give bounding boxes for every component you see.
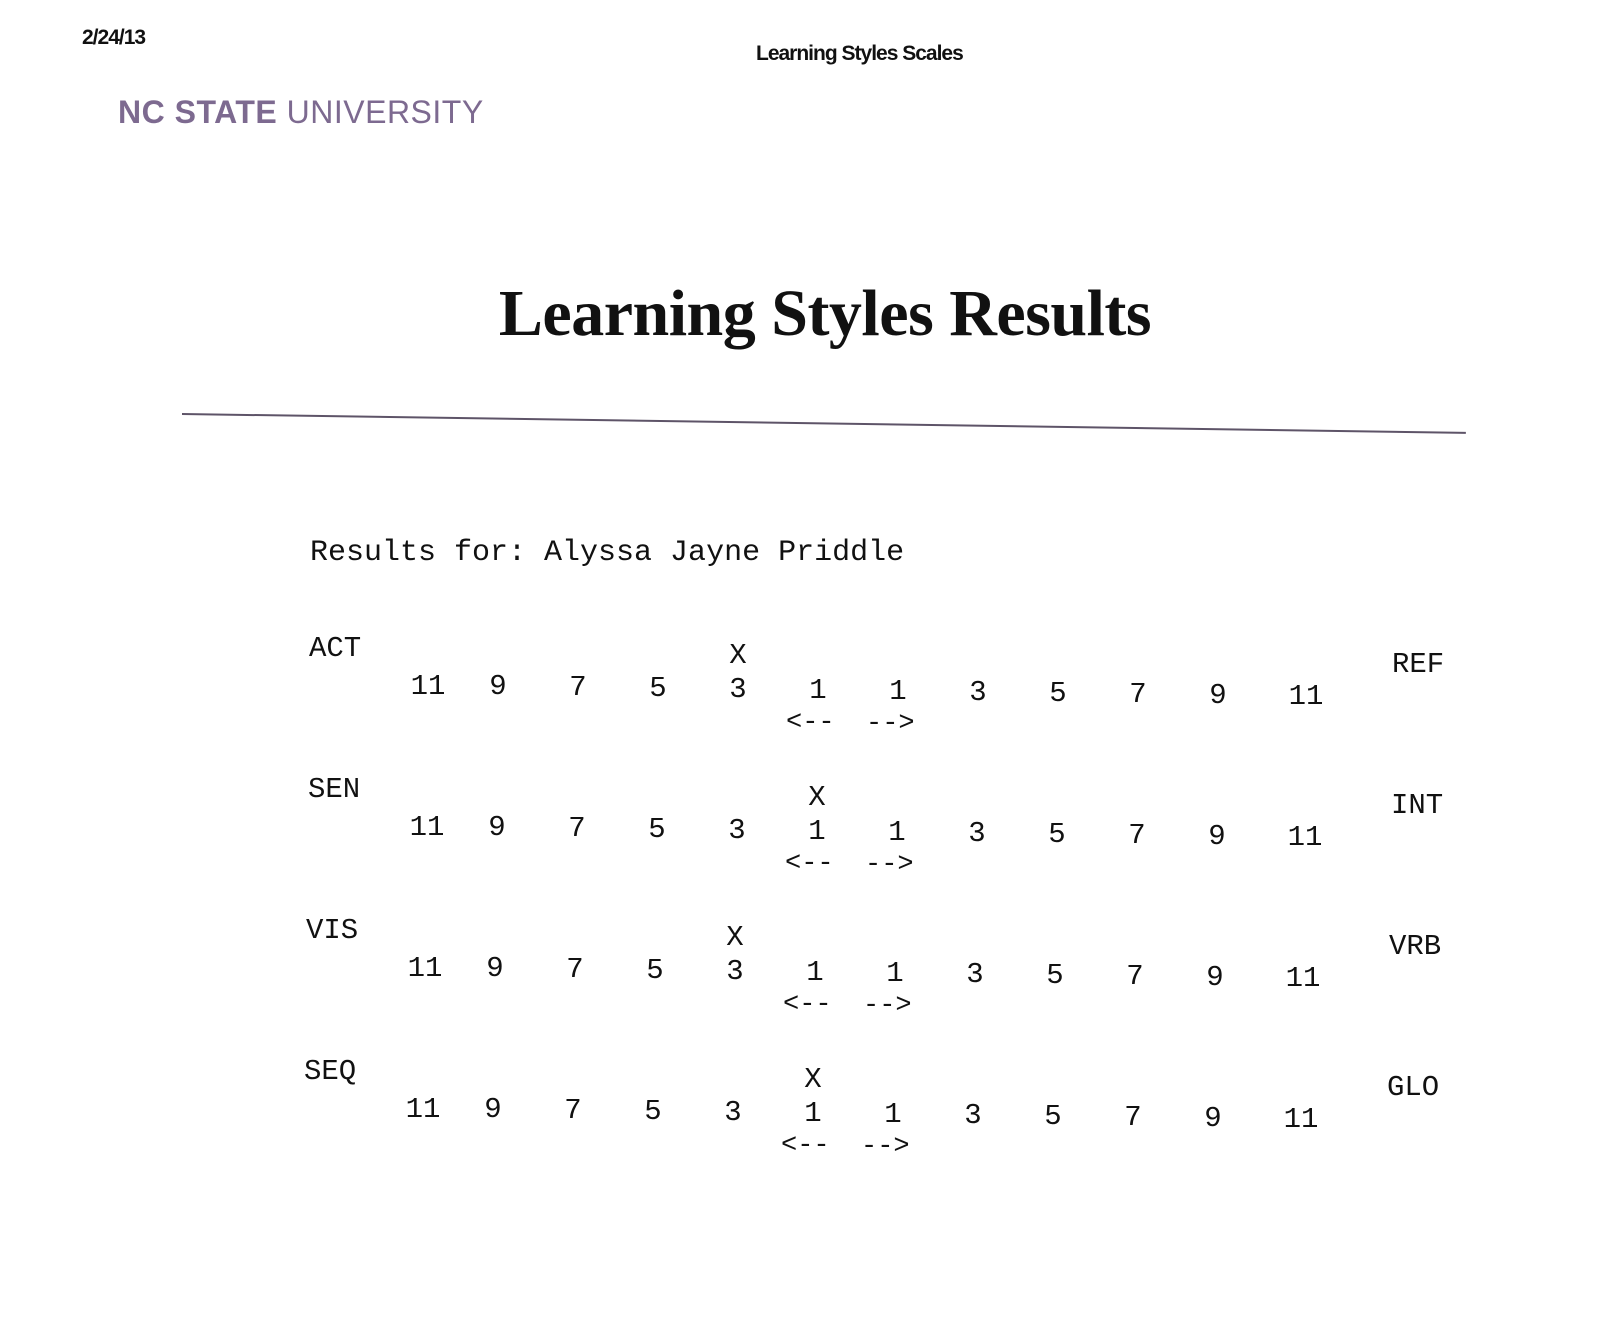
scale-tick-label: 7 (1129, 678, 1147, 711)
scale-tick-label: 11 (1288, 680, 1324, 713)
scale-tick-label: 7 (566, 953, 584, 986)
score-marker: X (726, 921, 744, 954)
scale-tick-label: 7 (568, 812, 586, 845)
right-arrow: --> (866, 709, 915, 739)
scale-tick-label: 5 (649, 672, 667, 705)
scale-tick-label: 3 (964, 1099, 982, 1132)
scale-tick-label: 1 (888, 816, 906, 849)
score-marker: X (729, 639, 747, 672)
scale-tick-label: 1 (804, 1097, 822, 1130)
scale-tick-label: 11 (1287, 821, 1323, 854)
scale-tick-label: 11 (1285, 962, 1321, 995)
right-arrow: --> (861, 1132, 910, 1162)
scale-tick-label: 3 (966, 958, 984, 991)
scale-tick-label: 11 (410, 670, 446, 703)
scale-tick-label: 7 (569, 671, 587, 704)
page-title: Learning Styles Results (498, 277, 1152, 350)
scale-tick-label: 7 (1128, 819, 1146, 852)
scale-right-label: INT (1391, 789, 1444, 822)
scale-left-label: SEN (308, 773, 361, 806)
scale-tick-label: 5 (644, 1095, 662, 1128)
scale-tick-label: 9 (484, 1093, 502, 1126)
scale-tick-label: 3 (726, 955, 744, 988)
scale-tick-label: 3 (729, 673, 747, 706)
scale-left-label: VIS (306, 914, 359, 947)
scale-tick-label: 1 (889, 675, 907, 708)
scale-tick-label: 5 (1049, 677, 1067, 710)
scale-tick-label: 7 (1126, 960, 1144, 993)
score-marker: X (804, 1063, 822, 1096)
scale-tick-label: 5 (1044, 1100, 1062, 1133)
scale-tick-label: 3 (724, 1096, 742, 1129)
scale-tick-label: 11 (1283, 1103, 1319, 1136)
scale-tick-label: 1 (809, 674, 827, 707)
logo-strong-text: NC STATE (118, 94, 278, 130)
scale-tick-label: 3 (968, 817, 986, 850)
scale-tick-label: 5 (648, 813, 666, 846)
scale-tick-label: 9 (486, 952, 504, 985)
scale-tick-label: 1 (886, 957, 904, 990)
scale-tick-label: 7 (564, 1094, 582, 1127)
left-arrow: <-- (781, 1131, 830, 1161)
scale-left-label: SEQ (304, 1055, 357, 1088)
scale-tick-label: 1 (808, 815, 826, 848)
scale-tick-label: 9 (1204, 1102, 1222, 1135)
scale-right-label: GLO (1387, 1071, 1440, 1104)
scale-right-label: VRB (1389, 930, 1442, 963)
scale-tick-label: 3 (728, 814, 746, 847)
scale-right-label: REF (1392, 648, 1445, 681)
logo-light-text: UNIVERSITY (277, 94, 484, 130)
scale-tick-label: 11 (409, 811, 445, 844)
scale-tick-label: 7 (1124, 1101, 1142, 1134)
scale-left-label: ACT (309, 632, 362, 665)
date-stamp: 2/24/13 (82, 26, 146, 49)
print-header-title: Learning Styles Scales (756, 42, 963, 65)
scale-tick-label: 5 (646, 954, 664, 987)
scale-tick-label: 9 (1206, 961, 1224, 994)
right-arrow: --> (863, 991, 912, 1021)
scale-tick-label: 5 (1048, 818, 1066, 851)
right-arrow: --> (865, 850, 914, 880)
scale-tick-label: 9 (489, 670, 507, 703)
scale-tick-label: 11 (407, 952, 443, 985)
scale-tick-label: 3 (969, 676, 987, 709)
left-arrow: <-- (783, 990, 832, 1020)
scale-tick-label: 9 (1208, 820, 1226, 853)
results-for-line: Results for: Alyssa Jayne Priddle (310, 536, 905, 570)
scale-tick-label: 1 (806, 956, 824, 989)
title-divider (182, 413, 1466, 434)
scale-tick-label: 9 (488, 811, 506, 844)
score-marker: X (808, 781, 826, 814)
left-arrow: <-- (786, 708, 835, 738)
scale-tick-label: 5 (1046, 959, 1064, 992)
left-arrow: <-- (785, 849, 834, 879)
scale-tick-label: 9 (1209, 679, 1227, 712)
scale-tick-label: 11 (405, 1093, 441, 1126)
scale-tick-label: 1 (884, 1098, 902, 1131)
